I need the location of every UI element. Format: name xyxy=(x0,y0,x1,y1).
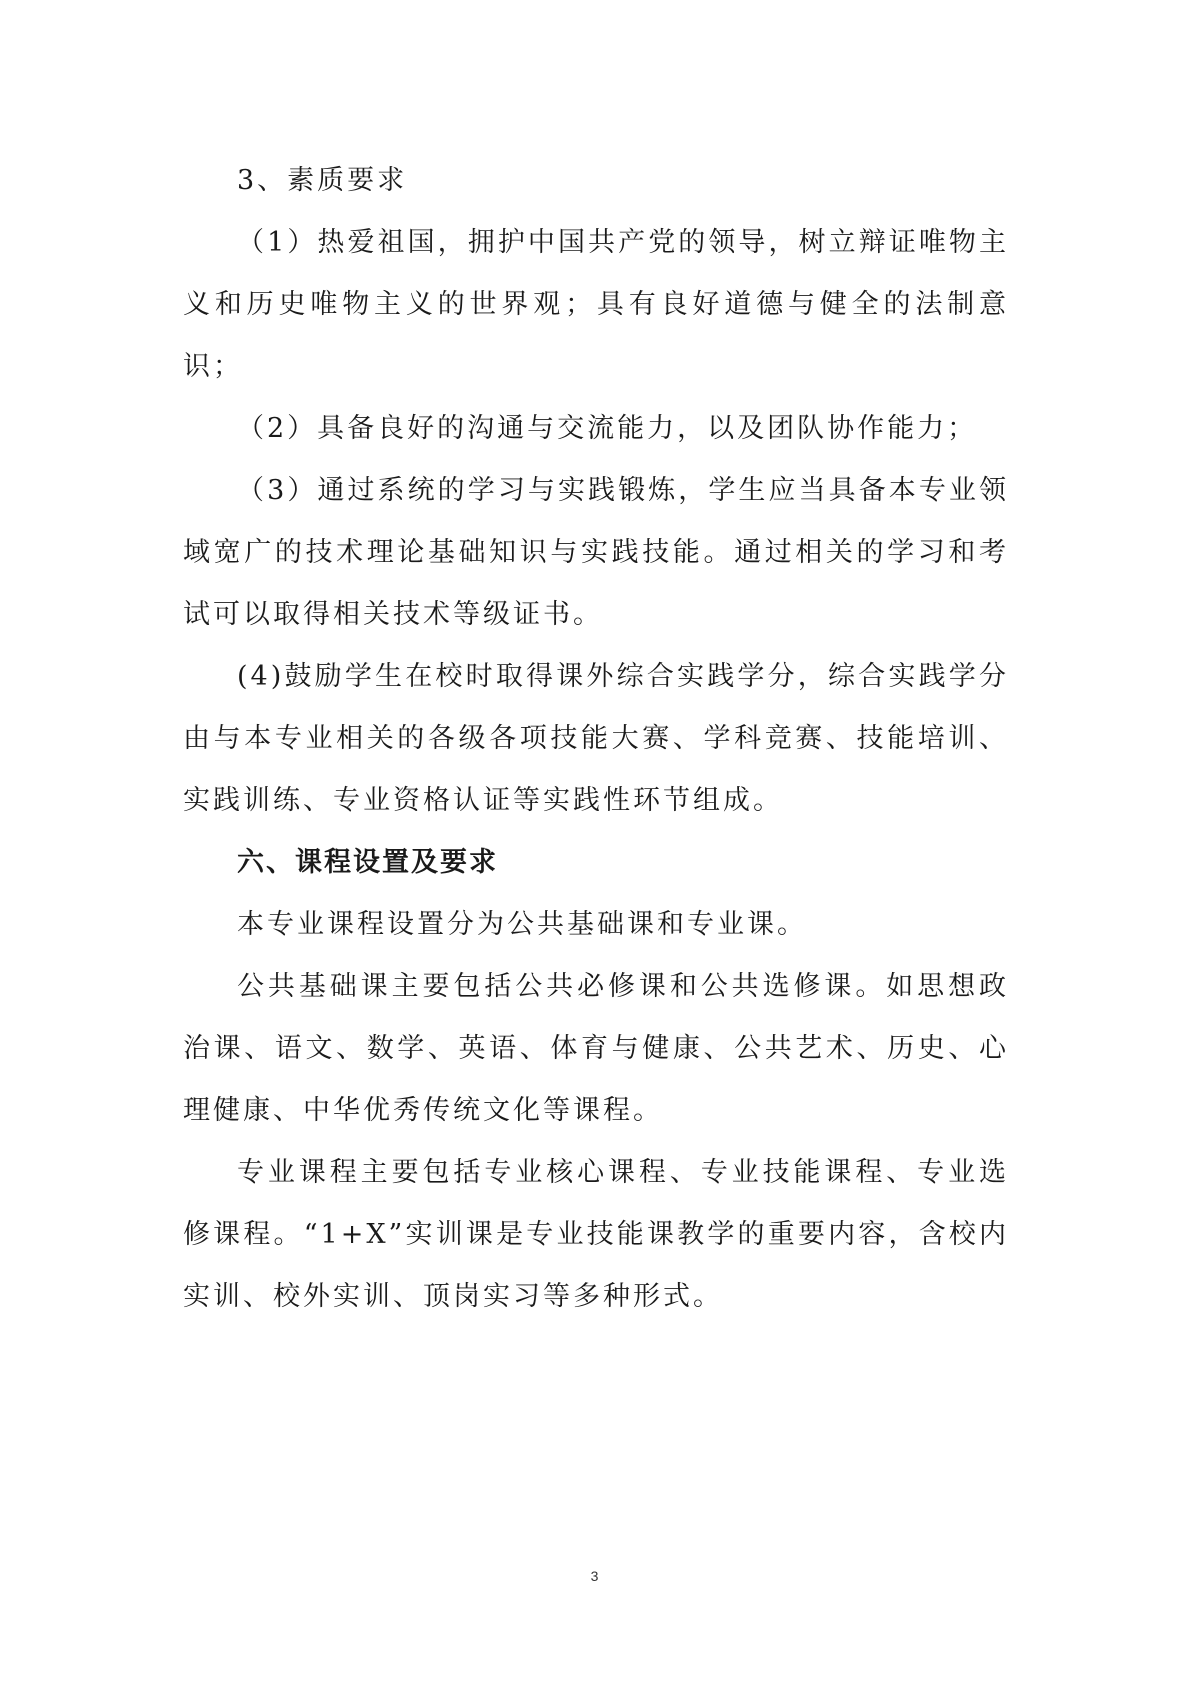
document-body xyxy=(183,150,1009,1328)
page-number: 3 xyxy=(590,1568,599,1584)
course-paragraph-2: 公共基础课主要包括公共必修课和公共选修课。如思想政治课、语文、数学、英语、体育与健康、公共艺术、历史、心理健康、中华优秀传统文化等课程。 xyxy=(183,971,1009,1126)
quality-item-4: (4)鼓励学生在校时取得课外综合实践学分，综合实践学分由与本专业相关的各级各项技能大赛、学科竞赛、技能培训、实践训练、专业资格认证等实践性环节组成。 xyxy=(183,661,1009,816)
quality-requirements-heading: 3、素质要求 xyxy=(237,165,408,196)
quality-item-1: （1）热爱祖国，拥护中国共产党的领导，树立辩证唯物主义和历史唯物主义的世界观；具有良好道德与健全的法制意识； xyxy=(183,227,1009,382)
course-paragraph-3: 专业课程主要包括专业核心课程、专业技能课程、专业选修课程。“1+X”实训课是专业技能课教学的重要内容，含校内实训、校外实训、顶岗实习等多种形式。 xyxy=(183,1157,1009,1312)
course-paragraph-1: 本专业课程设置分为公共基础课和专业课。 xyxy=(237,909,807,940)
quality-item-3: （3）通过系统的学习与实践锻炼，学生应当具备本专业领域宽广的技术理论基础知识与实践技能。通过相关的学习和考试可以取得相关技术等级证书。 xyxy=(183,475,1009,630)
section-heading-curriculum: 六、课程设置及要求 xyxy=(237,847,498,878)
quality-item-2: （2）具备良好的沟通与交流能力，以及团队协作能力； xyxy=(237,413,978,444)
